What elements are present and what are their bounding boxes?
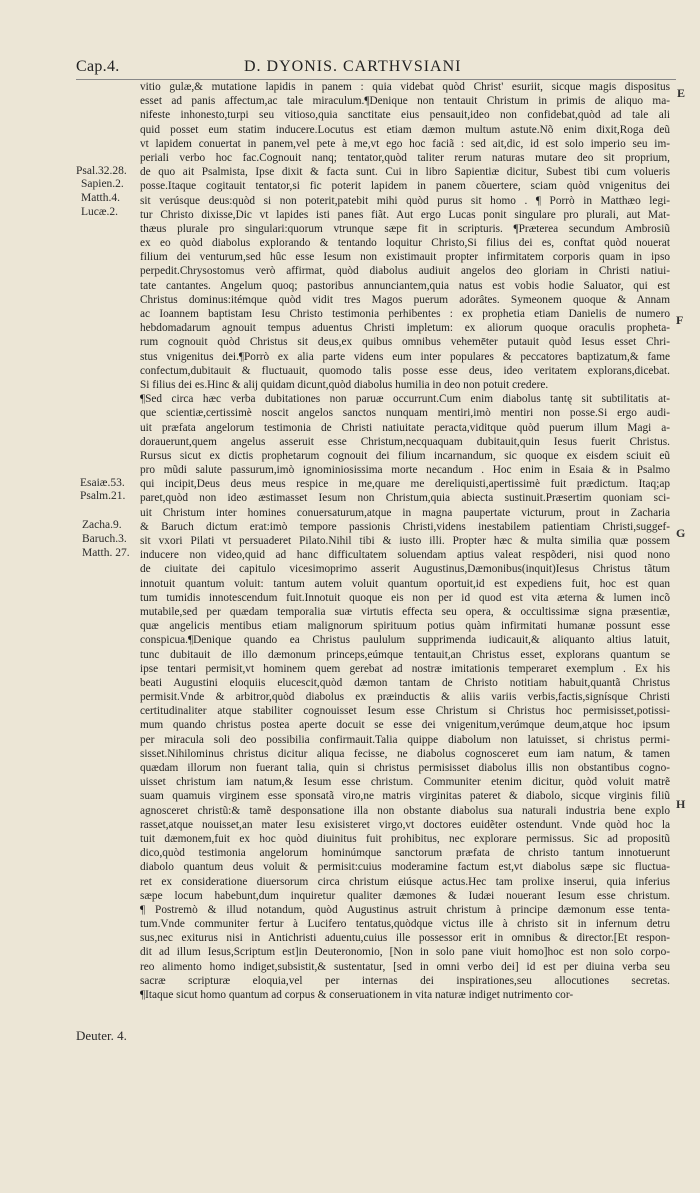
margin-note: Zacha.9. — [82, 519, 122, 531]
text-line: sus,nec exiturus nisi in Antichristi aduentu,cuius ille possessor erit in omnibus & director.[Et respon- — [140, 932, 670, 945]
text-line: Christus dominus:itémque quòd vidit tres Magos puerum adorâtes. Symeonem quoque & Annam — [140, 293, 670, 306]
text-line: mutabile,sed per quædam temporalia suæ virtutis effecta seu opera, & occultissimæ signa præsentiæ, — [140, 605, 670, 618]
text-line: ¶Itaque sicut homo quantum ad corpus & conseruationem in vita naturæ indiget nutrimento cor- — [140, 989, 574, 1001]
text-line: hebdomadarum agnouit tempus aduentus Christi impletum: ex aliorum quoque oraculis propheta- — [140, 322, 670, 335]
text-line: filium dei venturum,sed hûc esse Iesum non existimauit propter infirmitatem corporis quam in ipso — [140, 251, 670, 264]
text-line: ex eo quòd diabolus explorando & tentando loquitur Christo,Si filius dei es, conftat quòd nouerat — [140, 237, 670, 250]
text-line: per miracula soli deo possibilia confirmauit.Talia quippe diabolum non latuisset, si christus permi- — [140, 733, 670, 746]
text-line: sacræ scripturæ eloquia,vel per internas dei inspirationes,seu allocutiones secretas. — [140, 974, 670, 987]
text-line: mum quando christus postea aperte docuit se esse dei vnigenitum,verúmque deum,atque hoc ipsum — [140, 719, 670, 732]
text-line: que scientiæ,certissimè noscit angelos sanctos nunquam mentiri,imò mentiri non posse.Si ergo audi- — [140, 407, 670, 420]
text-line: rasset,atque nouisset,an mater Iesu exisisteret virgo,vt doctores euidẽter ostendunt. Vnde quòd hoc la — [140, 818, 670, 831]
text-line: ¶Sed circa hæc verba dubitationes non paruæ occurrunt.Cum enim diabolus tantę sit subtilitatis at- — [140, 393, 670, 406]
section-letter: F — [676, 313, 684, 327]
text-line: tate cantantes. Angelum quoq; pastoribus annunciantem,quia natus est vobis hodie Saluator, qui est — [140, 279, 670, 292]
text-line: tum.Vnde communiter fertur à Lucifero tentatus,quòdque victus ille à christo sit in infernum detru — [140, 918, 670, 931]
text-line: permisit.Vnde & arbitror,quòd diabolus ex præinductis & aliis variis verbis,factis,signísque Christi — [140, 691, 670, 704]
chapter-label: Cap.4. — [76, 58, 120, 75]
text-line: quædam illorum non fuerant talia, quin si christus permisisset diabolus illis non obstantibus cogno- — [140, 762, 670, 774]
text-line: ¶ Postremò & illud notandum, quòd Augustinus astruit christum à principe dæmonum esse tenta- — [140, 903, 670, 916]
text-line: perpedit.Chrysostomus verò affirmat, quòd diabolus audiuit angelos deo gloriam in Christi natiui- — [140, 265, 670, 278]
text-line: & Baruch dictum erat:imò tempore passionis Christi,videns inestabilem patientiam Christi,suggef- — [140, 520, 670, 533]
text-line: rum cognouit quòd Christus sit deus,ex quibus omnibus vehemēter putauit quòd Iesus esset Chri- — [140, 336, 670, 349]
text-line: dorauerunt,quem angelus asseruit esse Christum,necquaquam dubitauit,quin Iesus fuerit Christus. — [140, 435, 670, 448]
text-line: sisset.Nihilominus christus dicitur aliqua fecisse, ne diabolus cognosceret eum iam natum, & tamen — [140, 747, 670, 760]
text-line: suam quamuis virginem esse sponsatã viro,ne matris virginitas pateret & diabolo, sicque virginis filiũ — [140, 790, 670, 803]
margin-note: Lucæ.2. — [81, 206, 119, 218]
running-title: D. DYONIS. CARTHVSIANI — [244, 58, 462, 75]
text-line: Si filius dei es.Hinc & alij quidam dicunt,quòd diabolus humilia in deo non potuit credere. — [140, 378, 549, 391]
text-line: conspicua.¶Denique quando ea Christus paululum supprimenda iudicauit,& aliquanto altius latuit, — [140, 634, 670, 647]
text-line: confectum,dubitauit & fluctuauit, quomodo talis posse esse deus, ideo veritatem explorans,dicebat. — [140, 364, 670, 377]
text-line: inducere non video,quid ad hanc difficultatem soluendam aptius valeat respõderi, nisi quod nono — [140, 549, 670, 562]
text-line: sæpe locum habebunt,dum inquiretur qualiter dæmones & Iudæi nouerant Iesum esse christum. — [140, 889, 670, 902]
text-line: vitio gulæ,& mutatione lapidis in panem : quia videbat quòd Christ' esuriit, sicque magis dispositus — [140, 81, 670, 93]
text-line: nifeste inhonesto,turpi seu vitioso,quia sanctitate eius pensauit,ideo non confidebat,quòd ad tale ali — [140, 109, 670, 122]
text-line: uisset christum iam natum,& Iesum esse christum. Communiter etenim dicitur, quòd voluit matrẽ — [140, 776, 670, 789]
text-line: esset ad panis affectum,ac tale miraculum.¶Denique non tentauit Christum in primis de aliquo ma- — [140, 95, 670, 108]
text-line: ac Ioannem baptistam Iesu Christo testimonia perhibentes : ex prophetia etiam Danielis de numero — [140, 308, 670, 320]
margin-note: Baruch.3. — [82, 533, 127, 545]
text-line: tum tumidis innotescendum fuit.Innotuit quoque eis non per id quod est vita æterna & lumen incõ — [140, 591, 670, 604]
text-line: uit Christum inter homines conuersaturum,atque in magna paupertate victurum, prout in Zacharia — [140, 506, 670, 519]
margin-note: Esaiæ.53. — [80, 477, 125, 489]
text-line: certitudinaliter atque stabiliter cognouisset Iesum esse Christum si Christus hoc permisisset,potissi- — [140, 705, 670, 718]
text-line: qui incipit,Deus deus meus respice in me,quare me dereliquisti,apertissimè fuit prædictum. Itaq;ap — [140, 478, 670, 491]
text-line: innotuit quantum voluit: tantum autem voluit quantum oportuit,id est expediens fuit, hoc est quan — [140, 577, 670, 590]
text-line: quid posset eum statim inducere.Locutus est etiam dæmon multum astute.Nõ enim dixit,Roga deũ — [140, 123, 670, 136]
text-line: de ciuitate dei capitulo vicesimoprimo asserit Augustinus,Dæmonibus(inquit)Iesus Christus tãtum — [140, 563, 670, 576]
text-line: sit verúsque deus:quòd si non poterit,patebit mihi quòd purus sit homo . ¶ Porrò in Matthæo legi- — [140, 194, 670, 207]
text-line: agnosceret christũ:& tamẽ desponsatione illa non obstante diabolus sua naturali industria bene explo — [140, 804, 670, 817]
margin-note: Psalm.21. — [80, 490, 126, 502]
section-letter: H — [676, 797, 686, 811]
text-line: thæus plurale pro singulari:quorum vtrunque sæpe fit in scripturis. ¶Præterea secundum Ambrosiũ — [140, 222, 670, 235]
text-line: vt lapidem conuertat in panem,vel pete à me,vt ego hoc faciã : sed ait,dic, id est solo imperio seu im- — [140, 137, 670, 150]
margin-note: Deuter. 4. — [76, 1028, 127, 1043]
body-text — [140, 80, 670, 1002]
text-line: stus vnigenitus dei.¶Porrò ex alia parte videns eum inter populares & peccatores baptizatum,& fame — [140, 350, 670, 363]
text-line: tuit dæmonem,fuit ex hoc quòd diuinitus fuit prohibitus, nec explorare permissus. Sic ad propositũ — [140, 832, 670, 845]
text-line: uit præfata angelorum testimonia de Christi natiuitate peracta,viditque quòd puerum illum Magi a- — [140, 421, 670, 434]
text-line: dit ad illum Iesus,Scriptum est]in Deuteronomio, [Non in solo pane viuit homo]hoc est non solo corpo- — [140, 946, 670, 959]
text-line: posse.Itaque cogitauit tentator,si fic poterit lapidem in panem cõuertere, sciam quòd vnigenitus dei — [140, 180, 670, 193]
margin-note: Psal.32.28. — [76, 165, 127, 177]
text-line: de quo ait Psalmista, Ipse dixit & facta sunt. Cui in libro Sapientiæ dicitur, Subest tibi cum volueris — [140, 166, 670, 179]
text-line: quæ angelicis mentibus etiam malignorum spirituum potius quàm infirmitati humanæ possunt esse — [140, 620, 670, 633]
text-line: sit vxori Pilati vt persuaderet Pilato.Nihil tibi & iusto illi. Propter hæc & multa similia quæ possem — [140, 535, 670, 547]
text-line: reo alimento homo indiget,subsistit,& sustentatur, [sed in omni verbo dei] id est per diuina verba seu — [140, 960, 670, 973]
text-line: periali verbo hoc fac.Cognouit nanq; tentator,quòd taliter rerum naturas mutare deo sit proprium, — [140, 151, 670, 164]
text-line: tunc dubitauit de illo dæmonum princeps,eúmque tentauit,an Christus esset, explorans quantum se — [140, 648, 670, 661]
margin-note: Matth. 27. — [82, 547, 130, 559]
text-line: beati Augustini eloquiis elucescit,quòd dæmon tantam de Christo notitiam habuit,quantã Christus — [140, 676, 670, 689]
text-line: ipse tentari permisit,vt hominem quem gerebat ad nostræ imitationis temperaret exemplum . Ex his — [140, 662, 670, 675]
text-line: paret,quòd non ideo æstimasset Iesum non Christum,quia abiecta sustinuit.Præsertim quoniam sci- — [140, 492, 670, 505]
text-line: diabolo quantum deus voluit & permisit:cuius moderamine factum est,vt diabolus sæpe sic fluctua- — [140, 861, 670, 874]
text-line: pro mũdi salute passurum,imò ignominiosissima morte necandum . Hoc enim in Esaia & in Psalmo — [140, 464, 670, 477]
margin-note: Sapien.2. — [81, 178, 124, 190]
margin-note: Matth.4. — [81, 192, 120, 204]
text-line: tur Christo dixisse,Dic vt lapides isti panes fiãt. Aut ergo Lucas ponit singulare pro plurali, aut Mat- — [140, 208, 670, 221]
running-header — [76, 58, 676, 80]
text-line: Rursus sicut ex dictis prophetarum cognouit dei filium incarnandum, sic quoque ex eisdem sciuit eũ — [140, 449, 670, 462]
text-line: dico,quòd testimonia angelorum hominúmque sanctorum præfata de christo tantum innotuerunt — [140, 847, 670, 860]
text-line: ret ex consideratione diuersorum circa christum eiúsque actus.Hec tam prolixe inserui, quia inferius — [140, 875, 670, 888]
section-letter: E — [677, 86, 686, 100]
section-letter: G — [676, 526, 686, 540]
